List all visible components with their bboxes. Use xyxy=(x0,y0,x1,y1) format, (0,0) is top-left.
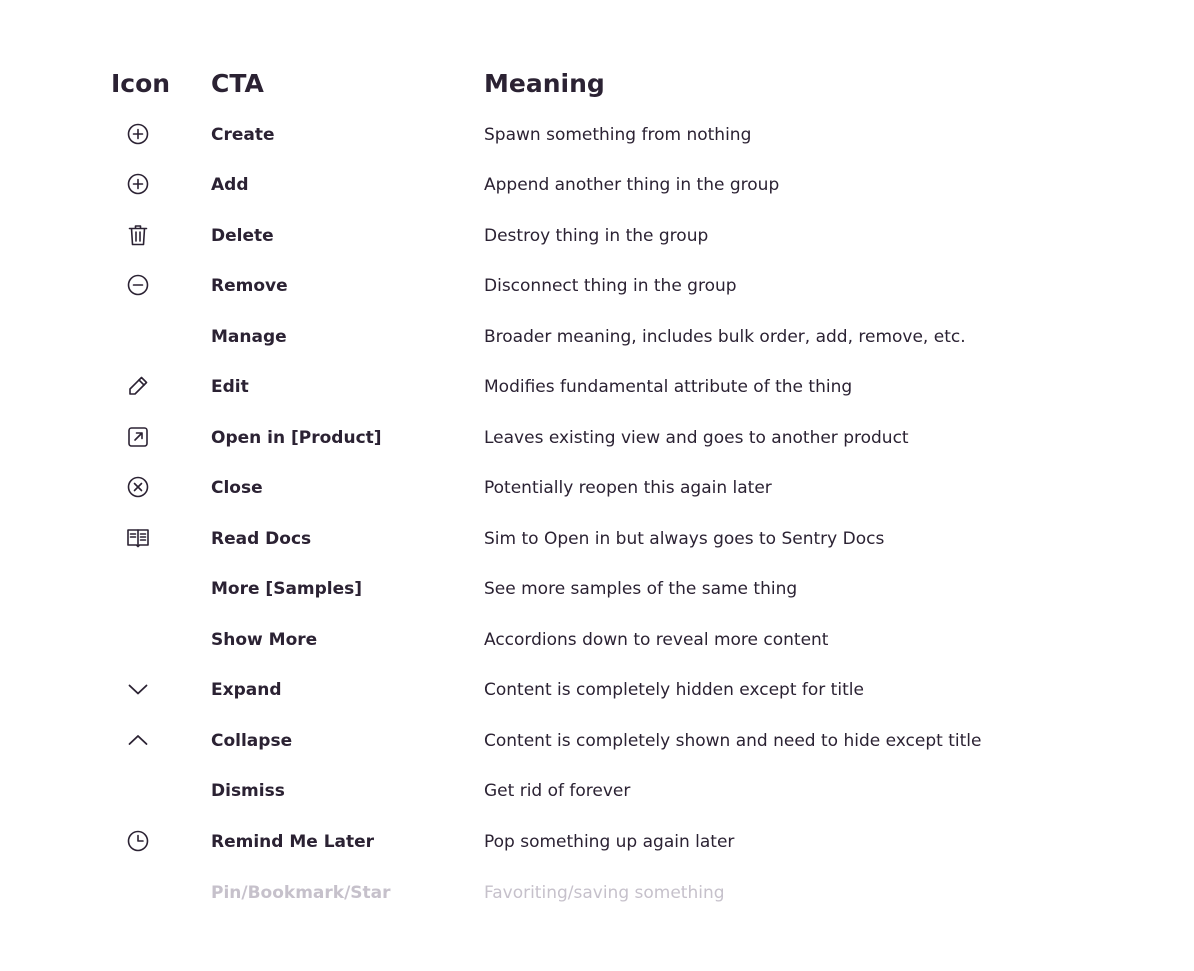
header-cta: CTA xyxy=(211,69,264,98)
meaning-text: Destroy thing in the group xyxy=(484,226,709,246)
chevron-up-icon xyxy=(126,728,150,752)
cta-label: Pin/Bookmark/Star xyxy=(211,883,391,903)
table-row xyxy=(0,211,1194,261)
table-row xyxy=(0,564,1194,614)
table-row xyxy=(0,413,1194,463)
meaning-text: Modifies fundamental attribute of the thing xyxy=(484,377,853,397)
header-icon: Icon xyxy=(111,69,171,98)
cta-label: Manage xyxy=(211,327,287,347)
docs-book-icon xyxy=(126,526,150,550)
cta-label: Remove xyxy=(211,276,288,296)
table-row xyxy=(0,362,1194,412)
meaning-text: Content is completely shown and need to hide except title xyxy=(484,731,982,751)
meaning-text: Get rid of forever xyxy=(484,781,631,801)
clock-icon xyxy=(126,829,150,853)
meaning-text: See more samples of the same thing xyxy=(484,579,798,599)
table-row xyxy=(0,817,1194,867)
add-circle-icon xyxy=(126,122,150,146)
subtract-circle-icon xyxy=(126,273,150,297)
meaning-text: Pop something up again later xyxy=(484,832,735,852)
cta-label: Collapse xyxy=(211,731,293,751)
cta-label: Remind Me Later xyxy=(211,832,375,852)
table-row xyxy=(0,160,1194,210)
meaning-text: Sim to Open in but always goes to Sentry Docs xyxy=(484,529,885,549)
table-row xyxy=(0,463,1194,513)
table-row xyxy=(0,110,1194,160)
chevron-down-icon xyxy=(126,677,150,701)
close-circle-icon xyxy=(126,475,150,499)
cta-label: Show More xyxy=(211,630,318,650)
cta-label: Read Docs xyxy=(211,529,312,549)
pencil-icon xyxy=(126,374,150,398)
meaning-text: Spawn something from nothing xyxy=(484,125,752,145)
table-row xyxy=(0,261,1194,311)
meaning-text: Accordions down to reveal more content xyxy=(484,630,829,650)
table-row xyxy=(0,716,1194,766)
table-row xyxy=(0,514,1194,564)
cta-label: Close xyxy=(211,478,263,498)
table-row xyxy=(0,615,1194,665)
table-row xyxy=(0,868,1194,918)
meaning-text: Append another thing in the group xyxy=(484,175,780,195)
trash-icon xyxy=(126,223,150,247)
table-row xyxy=(0,766,1194,816)
cta-label: Create xyxy=(211,125,275,145)
cta-label: More [Samples] xyxy=(211,579,363,599)
cta-label: Add xyxy=(211,175,249,195)
cta-label: Delete xyxy=(211,226,274,246)
cta-label: Dismiss xyxy=(211,781,285,801)
open-external-icon xyxy=(126,425,150,449)
meaning-text: Broader meaning, includes bulk order, add, remove, etc. xyxy=(484,327,966,347)
meaning-text: Content is completely hidden except for title xyxy=(484,680,864,700)
meaning-text: Potentially reopen this again later xyxy=(484,478,772,498)
cta-label: Expand xyxy=(211,680,282,700)
cta-label: Open in [Product] xyxy=(211,428,382,448)
table-row xyxy=(0,312,1194,362)
meaning-text: Leaves existing view and goes to another product xyxy=(484,428,909,448)
meaning-text: Favoriting/saving something xyxy=(484,883,725,903)
header-meaning: Meaning xyxy=(484,69,605,98)
cta-label: Edit xyxy=(211,377,249,397)
table-row xyxy=(0,665,1194,715)
meaning-text: Disconnect thing in the group xyxy=(484,276,737,296)
add-circle-icon xyxy=(126,172,150,196)
